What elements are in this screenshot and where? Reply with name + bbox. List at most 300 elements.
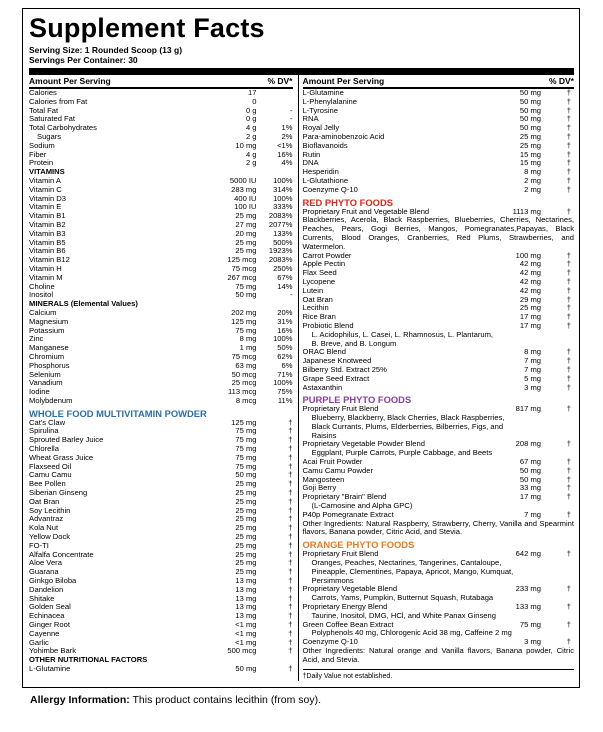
nutrient-name: FO-TI (29, 541, 49, 550)
nutrient-dv: † (566, 105, 571, 115)
nutrient-dv: † (288, 646, 293, 656)
nutrient-amount: 50 mg (235, 290, 257, 300)
nutrient-name: Total Fat (29, 106, 59, 115)
nutrient-amount: 25 mg (235, 505, 257, 515)
nutrient-amount: 17 mg (519, 312, 541, 322)
nutrient-name: Camu Camu (29, 471, 72, 480)
nutrient-amount: 25 mg (235, 523, 257, 533)
supplement-facts-panel (22, 8, 580, 688)
nutrient-name: Bee Pollen (29, 480, 66, 489)
orange-phyto-title: ORANGE PHYTO FOODS (302, 539, 415, 551)
nutrient-amount: 42 mg (519, 276, 541, 286)
nutrient-amount: 25 mg (519, 140, 541, 150)
description-line: L. Acidophilus, L. Casei, L. Rhamnosus, L. Plantarum, (311, 329, 494, 339)
nutrient-amount: 283 mg (231, 184, 257, 194)
nutrient-name: Calcium (29, 308, 57, 317)
nutrient-dv: 2% (281, 131, 293, 141)
nutrient-name: Camu Camu Powder (302, 466, 373, 475)
nutrient-dv: 71% (277, 369, 293, 379)
nutrient-amount: 7 mg (524, 364, 541, 374)
nutrient-dv: † (288, 532, 293, 542)
nutrient-name: Protein (29, 159, 54, 168)
nutrient-name: Golden Seal (29, 603, 71, 612)
nutrient-dv: 20% (277, 307, 293, 317)
nutrient-amount: 25 mg (519, 131, 541, 141)
nutrient-dv: † (566, 320, 571, 330)
amount-header: Amount Per Serving (29, 76, 111, 86)
nutrient-name: Iodine (29, 388, 50, 397)
nutrient-amount: 25 mg (235, 567, 257, 577)
nutrient-name: Manganese (29, 344, 69, 353)
nutrient-name: VITAMINS (29, 168, 65, 177)
nutrient-name: Magnesium (29, 317, 69, 326)
nutrient-name: Oat Bran (29, 497, 60, 506)
right-column (298, 75, 575, 681)
nutrient-dv: 1923% (268, 246, 293, 256)
nutrient-dv: † (288, 637, 293, 647)
nutrient-name: DNA (302, 159, 319, 168)
nutrient-amount: 75 mg (235, 461, 257, 471)
nutrient-dv: † (566, 88, 571, 97)
nutrient-name: Molybdenum (29, 396, 73, 405)
nutrient-name: Sugars (37, 132, 62, 141)
nutrient-name: Green Coffee Bean Extract (302, 620, 394, 629)
nutrient-dv (257, 98, 293, 107)
nutrient-dv: 250% (273, 263, 293, 273)
nutrient-dv: † (288, 620, 293, 630)
nutrient-amount: 50 mg (519, 105, 541, 115)
nutrient-name: Carrot Powder (302, 251, 352, 260)
nutrient-name: Proprietary Vegetable Blend (302, 585, 398, 594)
nutrient-amount: 208 mg (515, 439, 541, 449)
nutrient-name: Saturated Fat (29, 115, 76, 124)
nutrient-name: Vitamin B1 (29, 212, 66, 221)
nutrient-name: Calories (29, 89, 57, 97)
nutrient-name: Sodium (29, 141, 55, 150)
nutrient-name: Apple Pectin (302, 260, 346, 269)
nutrient-amount: 13 mg (235, 576, 257, 586)
nutrient-name: Vitamin E (29, 203, 62, 212)
nutrient-name: Vitamin B3 (29, 229, 66, 238)
nutrient-amount: 1 mg (239, 343, 257, 353)
thick-divider (29, 68, 574, 75)
nutrient-amount: 10 mg (235, 140, 257, 150)
nutrient-amount: 233 mg (515, 584, 541, 594)
nutrient-amount: 25 mg (235, 488, 257, 498)
nutrient-amount: 202 mg (231, 307, 257, 317)
nutrient-name: Royal Jelly (302, 124, 340, 133)
right-header (303, 75, 575, 89)
nutrient-amount: 50 mcg (231, 369, 257, 379)
nutrient-name: Proprietary Vegetable Powder Blend (302, 440, 425, 449)
nutrient-dv: † (566, 483, 571, 493)
nutrient-name: Goji Berry (302, 484, 337, 493)
serving-size: Serving Size: 1 Rounded Scoop (13 g) (29, 45, 183, 55)
nutrient-amount: 400 IU (234, 193, 257, 203)
nutrient-name: Calories from Fat (29, 97, 88, 106)
allergy-information (30, 694, 321, 706)
nutrient-amount: 13 mg (235, 584, 257, 594)
whole-food-list (29, 419, 293, 657)
nutrient-amount: 0 g (245, 114, 257, 124)
nutrient-name: Sprouted Barley Juice (29, 436, 104, 445)
nutrient-amount: 75 mg (235, 426, 257, 436)
nutrient-dv: † (288, 488, 293, 498)
nutrient-dv: † (566, 276, 571, 286)
nutrient-amount: 5000 IU (229, 175, 257, 185)
nutrient-list (29, 89, 293, 406)
nutrient-amount: 75 mg (519, 619, 541, 629)
nutrient-dv: 6% (281, 360, 293, 370)
nutrient-amount: 50 mg (519, 88, 541, 97)
nutrient-amount: 75 mg (235, 444, 257, 454)
nutrient-amount: 125 mg (231, 417, 257, 427)
nutrient-dv: † (566, 347, 571, 357)
nutrient-name: Japanese Knotweed (302, 357, 372, 366)
nutrient-amount: 8 mcg (235, 395, 257, 405)
purple-other-ingredients: Other Ingredients: Natural Raspberry, Strawberry, Cherry, Vanilla and Spearmint flavors, Banana powder, Citric Acid, and Stevia. (302, 518, 574, 537)
orange-fruit-text (303, 559, 575, 585)
nutrient-amount: 125 mcg (227, 255, 257, 265)
nutrient-amount: 25 mg (235, 540, 257, 550)
nutrient-dv: † (288, 576, 293, 586)
nutrient-row (303, 384, 575, 393)
nutrient-name: Garlic (29, 638, 49, 647)
nutrient-amount: 2 g (245, 158, 257, 168)
nutrient-amount: 100 mg (515, 250, 541, 260)
nutrient-dv: † (288, 540, 293, 550)
nutrient-amount: 67 mg (519, 457, 541, 467)
nutrient-dv: 31% (277, 316, 293, 326)
nutrient-dv: † (566, 465, 571, 475)
red-list (303, 252, 575, 331)
nutrient-name: Chromium (29, 352, 65, 361)
nutrient-name: Spirulina (29, 427, 59, 436)
purple-list (303, 458, 575, 502)
nutrient-dv: 16% (277, 325, 293, 335)
nutrient-dv: † (288, 417, 293, 427)
description-line: Eggplant, Purple Carrots, Purple Cabbage, and Beets (311, 448, 493, 458)
nutrient-name: Flax Seed (302, 269, 337, 278)
nutrient-name: Aloe Vera (29, 559, 62, 568)
nutrient-amount: 133 mg (515, 602, 541, 612)
nutrient-row (29, 397, 293, 406)
nutrient-dv: † (566, 549, 571, 559)
nutrient-name: Inositol (29, 291, 54, 300)
nutrient-amount: 125 mg (231, 316, 257, 326)
description-line: Carrots, Yams, Pumpkin, Butternut Squash, Rutabaga (311, 593, 494, 603)
nutrient-dv: † (566, 184, 571, 194)
nutrient-name: Vitamin M (29, 273, 63, 282)
allergy-label: Allergy Information: (30, 694, 130, 706)
nutrient-dv: † (288, 523, 293, 533)
nutrient-dv: † (288, 514, 293, 524)
nutrient-dv: † (566, 268, 571, 278)
nutrient-amount: <1 mg (235, 620, 257, 630)
nutrient-dv: 1% (281, 123, 293, 133)
nutrient-name: Ginger Root (29, 621, 70, 630)
nutrient-amount: 50 mg (235, 664, 257, 673)
nutrient-amount: 42 mg (519, 259, 541, 269)
nutrient-dv: † (566, 140, 571, 150)
purple-fruit-text (303, 414, 575, 440)
nutrient-amount: 267 mcg (227, 272, 257, 282)
nutrient-name: Shitake (29, 594, 55, 603)
nutrient-dv: † (288, 505, 293, 515)
nutrient-dv: † (566, 619, 571, 629)
nutrient-dv: † (288, 496, 293, 506)
nutrient-dv: 16% (277, 149, 293, 159)
nutrient-dv: † (288, 435, 293, 445)
nutrient-amount: 13 mg (235, 602, 257, 612)
nutrient-name: Grape Seed Extract (302, 374, 370, 383)
nutrient-amount: 25 mg (235, 246, 257, 256)
red-blend-text: Blackberries, Acerola, Black Raspberries, Blueberries, Cherries, Nectarines, Peaches, Pears, Gogi Berries, Mangos, Pomegranates,Papayas, Black Currents, Blood Oranges, Cranberries, Red Plums, Strawberries, and Watermelon. (302, 215, 574, 251)
nutrient-name: Wheat Grass Juice (29, 453, 94, 462)
nutrient-dv: † (288, 549, 293, 559)
nutrient-name: Choline (29, 282, 55, 291)
nutrient-row (29, 665, 293, 674)
nutrient-dv: † (288, 452, 293, 462)
nutrient-name: Advantraz (29, 515, 64, 524)
nutrient-name: P40p Pomegranate Extract (302, 510, 394, 519)
nutrient-amount: 25 mg (235, 558, 257, 568)
nutrient-name: Guarana (29, 568, 59, 577)
nutrient-name: Vitamin A (29, 176, 61, 185)
nutrient-dv: † (288, 461, 293, 471)
nutrient-amount: 25 mg (519, 303, 541, 313)
nutrient-amount: 50 mg (235, 470, 257, 480)
nutrient-row (29, 647, 293, 656)
nutrient-dv: † (566, 492, 571, 502)
nutrient-amount: 7 mg (524, 509, 541, 519)
nutrient-amount: 0 g (245, 105, 257, 115)
nutrient-amount: 75 mcg (231, 263, 257, 273)
nutrient-dv: † (566, 96, 571, 106)
nutrient-dv: † (566, 584, 571, 594)
description-line: B. Breve, and B. Longum (311, 338, 397, 348)
nutrient-dv: 14% (277, 281, 293, 291)
nutrient-dv: † (288, 567, 293, 577)
nutrient-dv: † (288, 444, 293, 454)
nutrient-name: L-Glutathione (302, 176, 349, 185)
nutrient-amount: 50 mg (519, 96, 541, 106)
nutrient-amount: 42 mg (519, 268, 541, 278)
nutrient-dv: 133% (273, 228, 293, 238)
nutrient-amount: 13 mg (235, 611, 257, 621)
nutrient-amount: 20 mg (235, 228, 257, 238)
nutrient-dv: † (566, 175, 571, 185)
nutrient-amount: 817 mg (515, 404, 541, 414)
nutrient-row (29, 159, 293, 168)
nutrient-dv: 100% (273, 334, 293, 344)
nutrient-name: Astaxanthin (302, 383, 343, 392)
nutrient-name: Bioflavanoids (302, 141, 348, 150)
nutrient-amount: 75 mg (235, 452, 257, 462)
nutrient-dv: 75% (277, 387, 293, 397)
nutrient-amount: 25 mg (235, 496, 257, 506)
nutrient-dv (257, 89, 293, 98)
description-line: (L-Carnosine and Alpha GPC) (311, 501, 413, 511)
nutrient-dv: 100% (273, 175, 293, 185)
nutrient-amount: 75 mg (235, 435, 257, 445)
nutrient-dv: † (566, 382, 571, 392)
nutrient-dv: † (566, 131, 571, 141)
nutrient-name: Ginkgo Biloba (29, 577, 77, 586)
nutrient-amount: 8 mg (524, 347, 541, 357)
nutrient-dv: 11% (277, 395, 293, 405)
nutrient-dv: † (566, 509, 571, 519)
description-line: Oranges, Peaches, Nectarines, Tangerines, Cantaloupe, (311, 558, 502, 568)
nutrient-dv: † (566, 439, 571, 449)
nutrient-amount: 2 mg (524, 175, 541, 185)
nutrient-name: Vitamin B6 (29, 247, 66, 256)
nutrient-amount: 75 mg (235, 325, 257, 335)
nutrient-name: Kola Nut (29, 524, 59, 533)
nutrient-amount: 17 (248, 88, 257, 97)
nutrient-amount: 17 mg (519, 492, 541, 502)
nutrient-dv: 2077% (268, 219, 293, 229)
orange-other-ingredients: Other Ingredients: Natural orange and Vanilla flavors, Banana powder, Citric Acid, and Stevia. (302, 646, 574, 664)
nutrient-dv: 2083% (268, 211, 293, 221)
nutrient-dv: 4% (281, 158, 293, 168)
nutrient-row (29, 291, 293, 300)
description-line: Blueberry, Blackberry, Black Cherries, Black Raspberries, (311, 413, 505, 423)
nutrient-amount: 42 mg (519, 285, 541, 295)
nutrient-dv: 67% (277, 272, 293, 282)
nutrient-amount: 0 (252, 96, 257, 106)
nutrient-amount: 7 mg (524, 356, 541, 366)
nutrient-amount: 15 mg (519, 149, 541, 159)
nutrient-name: Echinacea (29, 612, 65, 621)
nutrient-name: Acai Fruit Powder (302, 458, 363, 467)
nutrient-dv: † (288, 602, 293, 612)
nutrient-name: Lycopene (302, 277, 336, 286)
footnote: †Daily Value not established. (303, 669, 575, 681)
nutrient-dv: † (288, 611, 293, 621)
nutrient-name: Soy Lecithin (29, 506, 71, 515)
nutrient-name: Mangosteen (302, 475, 345, 484)
nutrient-name: Yohimbe Bark (29, 647, 76, 656)
nutrient-name: Dandelion (29, 585, 64, 594)
nutrient-amount: 50 mg (519, 114, 541, 124)
nutrient-dv: † (566, 404, 571, 414)
nutrient-dv: † (566, 250, 571, 260)
nutrient-amount: 100 IU (234, 202, 257, 212)
nutrient-name: Selenium (29, 370, 61, 379)
nutrient-dv: † (566, 457, 571, 467)
amino-list (303, 89, 575, 195)
dv-header: % DV* (267, 76, 293, 86)
nutrient-amount: 75 mcg (231, 351, 257, 361)
nutrient-dv: † (288, 593, 293, 603)
servings-per-container: Servings Per Container: 30 (29, 55, 138, 65)
nutrient-name: Rutin (302, 150, 321, 159)
nutrient-name: Phosphorus (29, 361, 70, 370)
nutrient-name: Flaxseed Oil (29, 462, 72, 471)
description-line: Persimmons (311, 575, 354, 585)
nutrient-name: Oat Bran (302, 295, 333, 304)
nutrient-amount: 25 mg (235, 514, 257, 524)
nutrient-dv: † (566, 303, 571, 313)
nutrient-name: Vitamin D3 (29, 194, 67, 203)
nutrient-name: Total Carbohydrates (29, 124, 97, 133)
nutrient-dv: † (566, 149, 571, 159)
nutrient-name: Cayenne (29, 629, 60, 638)
nutrient-amount: 25 mg (235, 532, 257, 542)
nutrient-amount: 113 mcg (227, 387, 257, 397)
amount-header: Amount Per Serving (302, 76, 385, 86)
nutrient-dv: - (289, 105, 293, 115)
nutrient-name: Fiber (29, 150, 47, 159)
nutrient-name: Proprietary Energy Blend (302, 603, 388, 612)
left-column (29, 75, 298, 681)
whole-food-title: WHOLE FOOD MULTIVITAMIN POWDER (29, 407, 207, 419)
nutrient-name: MINERALS (Elemental Values) (29, 300, 138, 309)
nutrient-amount: 50 mg (519, 465, 541, 475)
nutrient-dv: † (566, 373, 571, 383)
purple-phyto-title: PURPLE PHYTO FOODS (302, 394, 412, 406)
nutrient-name: Proprietary "Brain" Blend (302, 493, 387, 502)
nutrient-dv: 2083% (268, 255, 293, 265)
nutrient-dv: † (566, 206, 571, 216)
nutrient-dv: - (289, 290, 293, 300)
nutrient-name: Vitamin B5 (29, 238, 66, 247)
nutrient-dv: † (566, 285, 571, 295)
columns (29, 75, 574, 681)
nutrient-dv: † (566, 364, 571, 374)
nutrient-dv: † (566, 637, 571, 647)
nutrient-name: Lecithin (302, 304, 329, 313)
nutrient-name: Chlorella (29, 445, 59, 454)
nutrient-name: Rice Bran (302, 313, 336, 322)
nutrient-amount: 25 mg (235, 549, 257, 559)
nutrient-name: Cat's Claw (29, 418, 66, 427)
nutrient-dv: † (288, 628, 293, 638)
nutrient-dv: 314% (273, 184, 293, 194)
nutrient-amount: 25 mg (235, 479, 257, 489)
nutrient-name: Alfalfa Concentrate (29, 550, 94, 559)
nutrient-name: RNA (302, 115, 319, 124)
nutrient-name: Coenzyme Q-10 (302, 638, 358, 647)
nutrient-amount: 17 mg (519, 320, 541, 330)
nutrient-amount: 50 mg (519, 474, 541, 484)
nutrient-dv: † (566, 474, 571, 484)
nutrient-amount: 15 mg (519, 158, 541, 168)
description-line: Black Currants, Plums, Elderberries, Bilberries, Figs, and (311, 421, 504, 431)
nutrient-name: Probiotic Blend (302, 321, 354, 330)
allergy-text: This product contains lecithin (from soy). (129, 694, 321, 706)
nutrient-name: Zinc (29, 335, 44, 344)
nutrient-dv: † (566, 294, 571, 304)
nutrient-name: Vitamin C (29, 185, 62, 194)
nutrient-amount: 8 mg (239, 334, 257, 344)
nutrient-name: Hesperidin (302, 168, 339, 177)
nutrient-name: Bilberry Std. Extract 25% (302, 365, 387, 374)
nutrient-amount: 13 mg (235, 593, 257, 603)
other-factors-list (29, 665, 293, 674)
nutrient-dv: † (566, 312, 571, 322)
description-line: Pineapple, Clementines, Papaya, Apricot, Mango, Kumquat, (311, 566, 514, 576)
nutrient-dv: † (288, 558, 293, 568)
nutrient-amount: 25 mcg (231, 378, 257, 388)
nutrient-amount: 500 mcg (227, 646, 257, 656)
nutrient-dv: 50% (277, 343, 293, 353)
nutrient-amount: 50 mg (519, 123, 541, 133)
nutrient-dv: † (288, 584, 293, 594)
nutrient-name: Proprietary Fruit Blend (302, 405, 379, 414)
nutrient-amount: 63 mg (235, 360, 257, 370)
